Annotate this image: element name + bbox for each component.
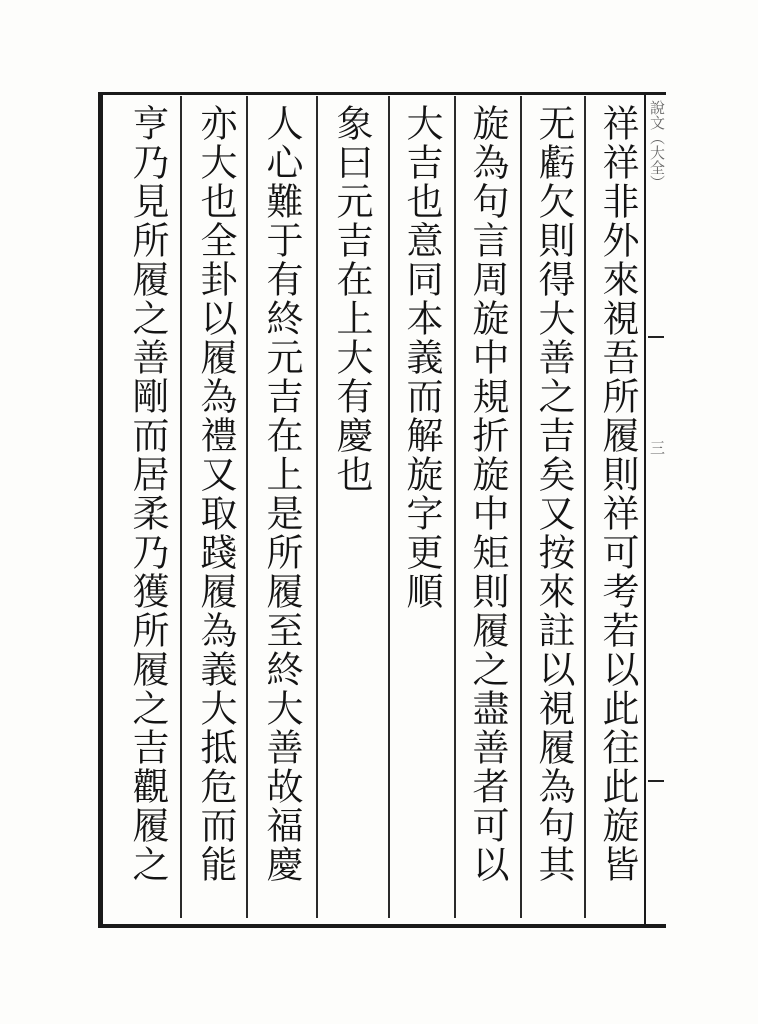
text-column-6: 人心難于有終元吉在上是所履至終大善故福慶	[260, 104, 303, 884]
margin-divider	[648, 336, 664, 338]
margin-page-mark: 三	[648, 440, 666, 455]
text-column-8: 亨乃見所履之善剛而居柔乃獲所履之吉觀履之	[126, 104, 169, 884]
column-rule	[388, 96, 390, 918]
column-rule	[246, 96, 248, 918]
text-column-7: 亦大也全卦以履為禮又取踐履為義大抵危而能	[194, 104, 237, 884]
column-rule	[520, 96, 522, 918]
page-border-frame	[98, 92, 666, 928]
margin-divider	[648, 780, 664, 782]
margin-header-text: 說文（大全）	[648, 100, 666, 190]
book-heart-margin	[644, 92, 666, 928]
column-rule	[316, 96, 318, 918]
text-column-2: 无虧欠則得大善之吉矣又按來註以視履為句其	[532, 104, 575, 884]
text-column-3: 旋為句言周旋中規折旋中矩則履之盡善者可以	[466, 104, 509, 884]
text-column-4: 大吉也意同本義而解旋字更順	[400, 104, 443, 611]
column-rule	[180, 96, 182, 918]
text-column-5: 象曰元吉在上大有慶也	[330, 104, 373, 494]
column-rule	[454, 96, 456, 918]
text-column-1: 祥祥非外來視吾所履則祥可考若以此往此旋皆	[596, 104, 639, 884]
column-rule	[584, 96, 586, 918]
